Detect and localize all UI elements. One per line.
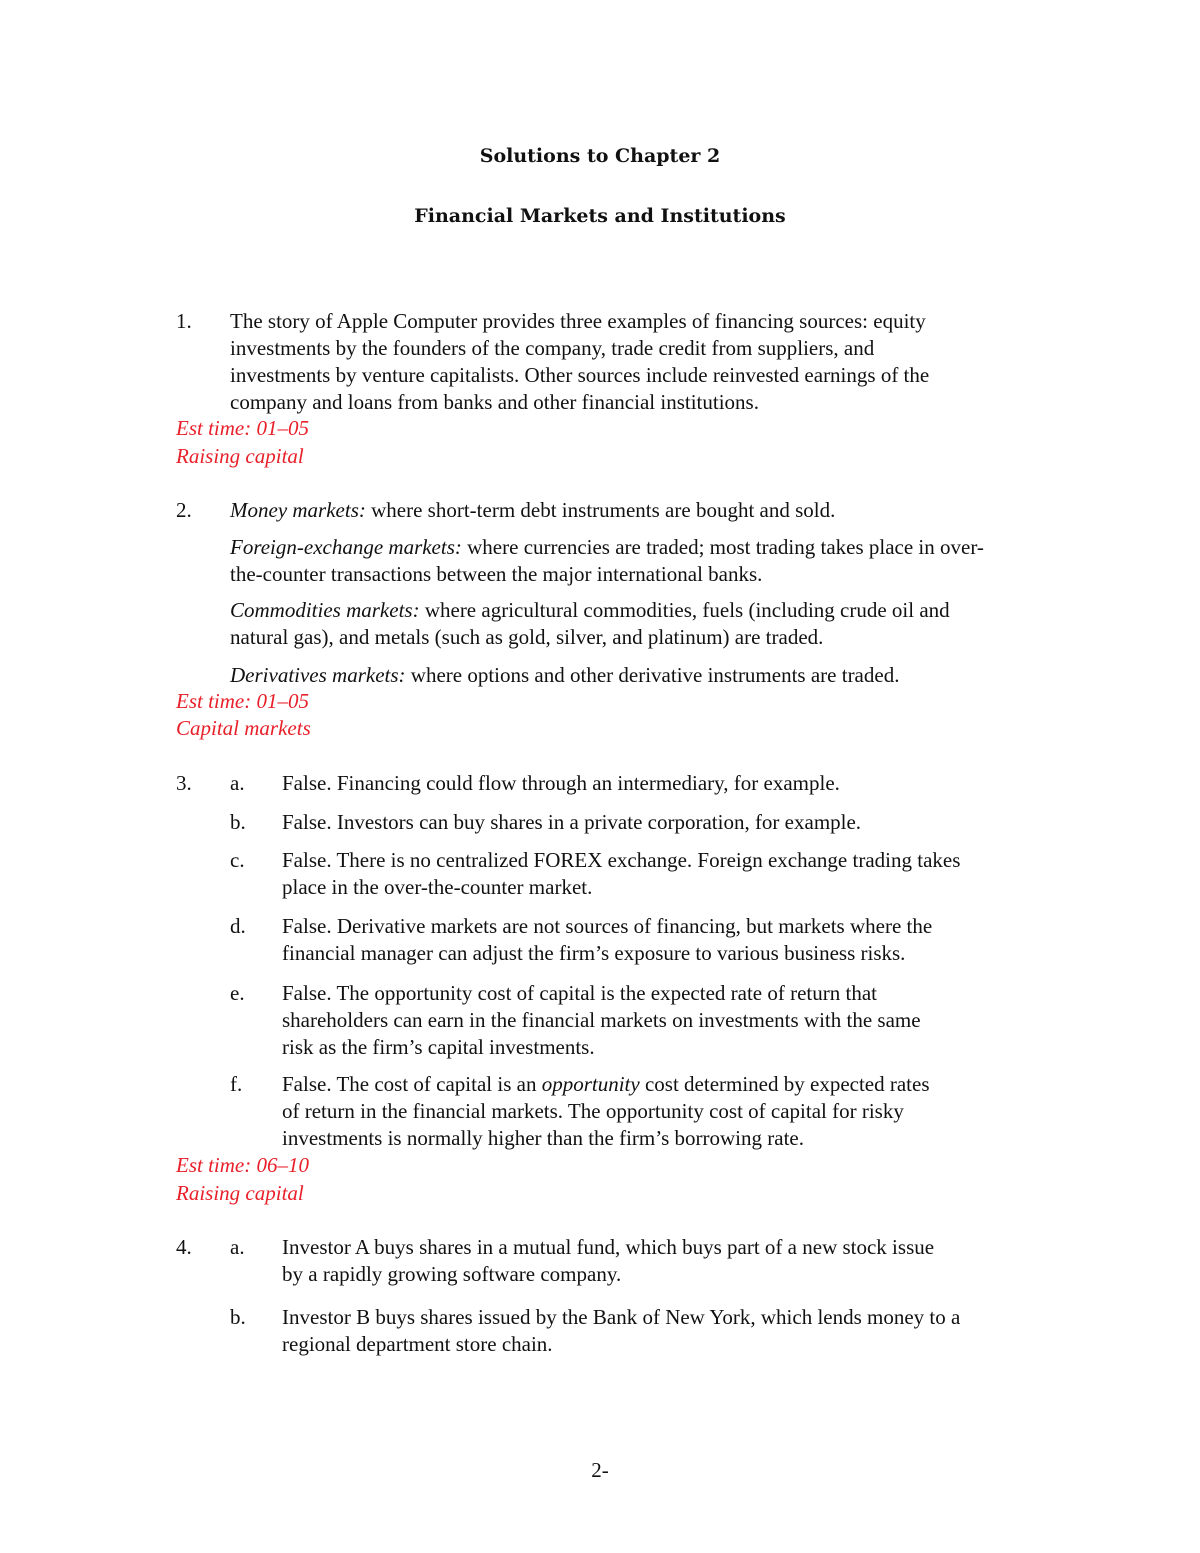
q3-item-c <box>282 847 960 901</box>
page-subtitle: Financial Markets and Institutions <box>414 205 786 227</box>
q3-item-label: c. <box>230 848 245 872</box>
q3-item-label: e. <box>230 981 245 1005</box>
q3-item-label: d. <box>230 914 246 938</box>
q1-line: investments by venture capitalists. Other sources include reinvested earnings of the <box>230 363 930 387</box>
q3-item-line: of return in the financial markets. The opportunity cost of capital for risky <box>282 1099 904 1123</box>
q3-item-label: b. <box>230 810 246 834</box>
q4-item-line: by a rapidly growing software company. <box>282 1262 622 1286</box>
q3-item-d <box>282 913 932 967</box>
q4-item-label: a. <box>230 1235 245 1259</box>
q4-item-a <box>282 1234 934 1288</box>
q3-item-line: False. Derivative markets are not sources of financing, but markets where the <box>282 914 933 938</box>
q4-item-line: Investor A buys shares in a mutual fund, which buys part of a new stock issue <box>282 1235 935 1259</box>
page-number: 2- <box>591 1458 609 1482</box>
q2-fx-markets <box>230 534 984 588</box>
q3-item-line: shareholders can earn in the financial markets on investments with the same <box>282 1008 921 1032</box>
q3-item-line: False. Investors can buy shares in a private corporation, for example. <box>282 810 862 834</box>
q4-number: 4. <box>176 1235 192 1259</box>
q3-item-e <box>282 980 921 1061</box>
q2-commodities-markets <box>230 597 950 651</box>
q2-deriv-term: Derivatives markets: <box>230 663 406 687</box>
q1-line: company and loans from banks and other financial institutions. <box>230 390 759 414</box>
q2-comm-term: Commodities markets: <box>230 598 420 622</box>
q3-item-label: f. <box>230 1072 243 1096</box>
q2-deriv-text: where options and other derivative instruments are traded. <box>405 663 900 687</box>
q1-number: 1. <box>176 309 192 333</box>
q4-item-b <box>282 1304 960 1358</box>
q3-topic: Raising capital <box>176 1181 304 1205</box>
q1-line: investments by the founders of the company, trade credit from suppliers, and <box>230 336 875 360</box>
q3-number: 3. <box>176 771 192 795</box>
q2-fx-text: where currencies are traded; most trading takes place in over- <box>461 535 984 559</box>
q2-derivatives-markets <box>230 662 899 689</box>
q2-money-markets <box>230 497 835 524</box>
q2-comm-text: natural gas), and metals (such as gold, silver, and platinum) are traded. <box>230 625 824 649</box>
q3-item-b <box>282 809 861 836</box>
q3-item-line: place in the over-the-counter market. <box>282 875 593 899</box>
q3-item-line: False. Financing could flow through an intermediary, for example. <box>282 771 840 795</box>
q3-item-line: False. The opportunity cost of capital is the expected rate of return that <box>282 981 878 1005</box>
q2-topic: Capital markets <box>176 716 311 740</box>
q4-item-label: b. <box>230 1305 246 1329</box>
q1-topic: Raising capital <box>176 444 304 468</box>
q2-money-text: where short-term debt instruments are bought and sold. <box>365 498 836 522</box>
q3-item-a <box>282 770 840 797</box>
q3-item-f <box>282 1071 930 1152</box>
q1-line: The story of Apple Computer provides three examples of financing sources: equity <box>230 309 926 333</box>
q3-item-line: risk as the firm’s capital investments. <box>282 1035 595 1059</box>
q3-f-emphasis: opportunity <box>541 1072 640 1096</box>
q3-est-time: Est time: 06–10 <box>176 1153 309 1177</box>
q2-fx-text: the-counter transactions between the major international banks. <box>230 562 763 586</box>
q3-item-label: a. <box>230 771 245 795</box>
q4-item-line: Investor B buys shares issued by the Bank of New York, which lends money to a <box>282 1305 961 1329</box>
q2-comm-text: where agricultural commodities, fuels (including crude oil and <box>419 598 950 622</box>
page-title: Solutions to Chapter 2 <box>479 145 721 167</box>
q3-item-line: False. There is no centralized FOREX exchange. Foreign exchange trading takes <box>282 848 961 872</box>
q3-f-text: cost determined by expected rates <box>639 1072 930 1096</box>
q2-number: 2. <box>176 498 192 522</box>
q2-money-term: Money markets: <box>230 498 366 522</box>
q2-fx-term: Foreign-exchange markets: <box>230 535 462 559</box>
q4-item-line: regional department store chain. <box>282 1332 553 1356</box>
q3-item-line: financial manager can adjust the firm’s exposure to various business risks. <box>282 941 906 965</box>
q1-est-time: Est time: 01–05 <box>176 416 309 440</box>
q3-item-line: investments is normally higher than the firm’s borrowing rate. <box>282 1126 804 1150</box>
q3-f-text: False. The cost of capital is an <box>282 1072 542 1096</box>
q1-answer <box>230 308 929 416</box>
q2-est-time: Est time: 01–05 <box>176 689 309 713</box>
